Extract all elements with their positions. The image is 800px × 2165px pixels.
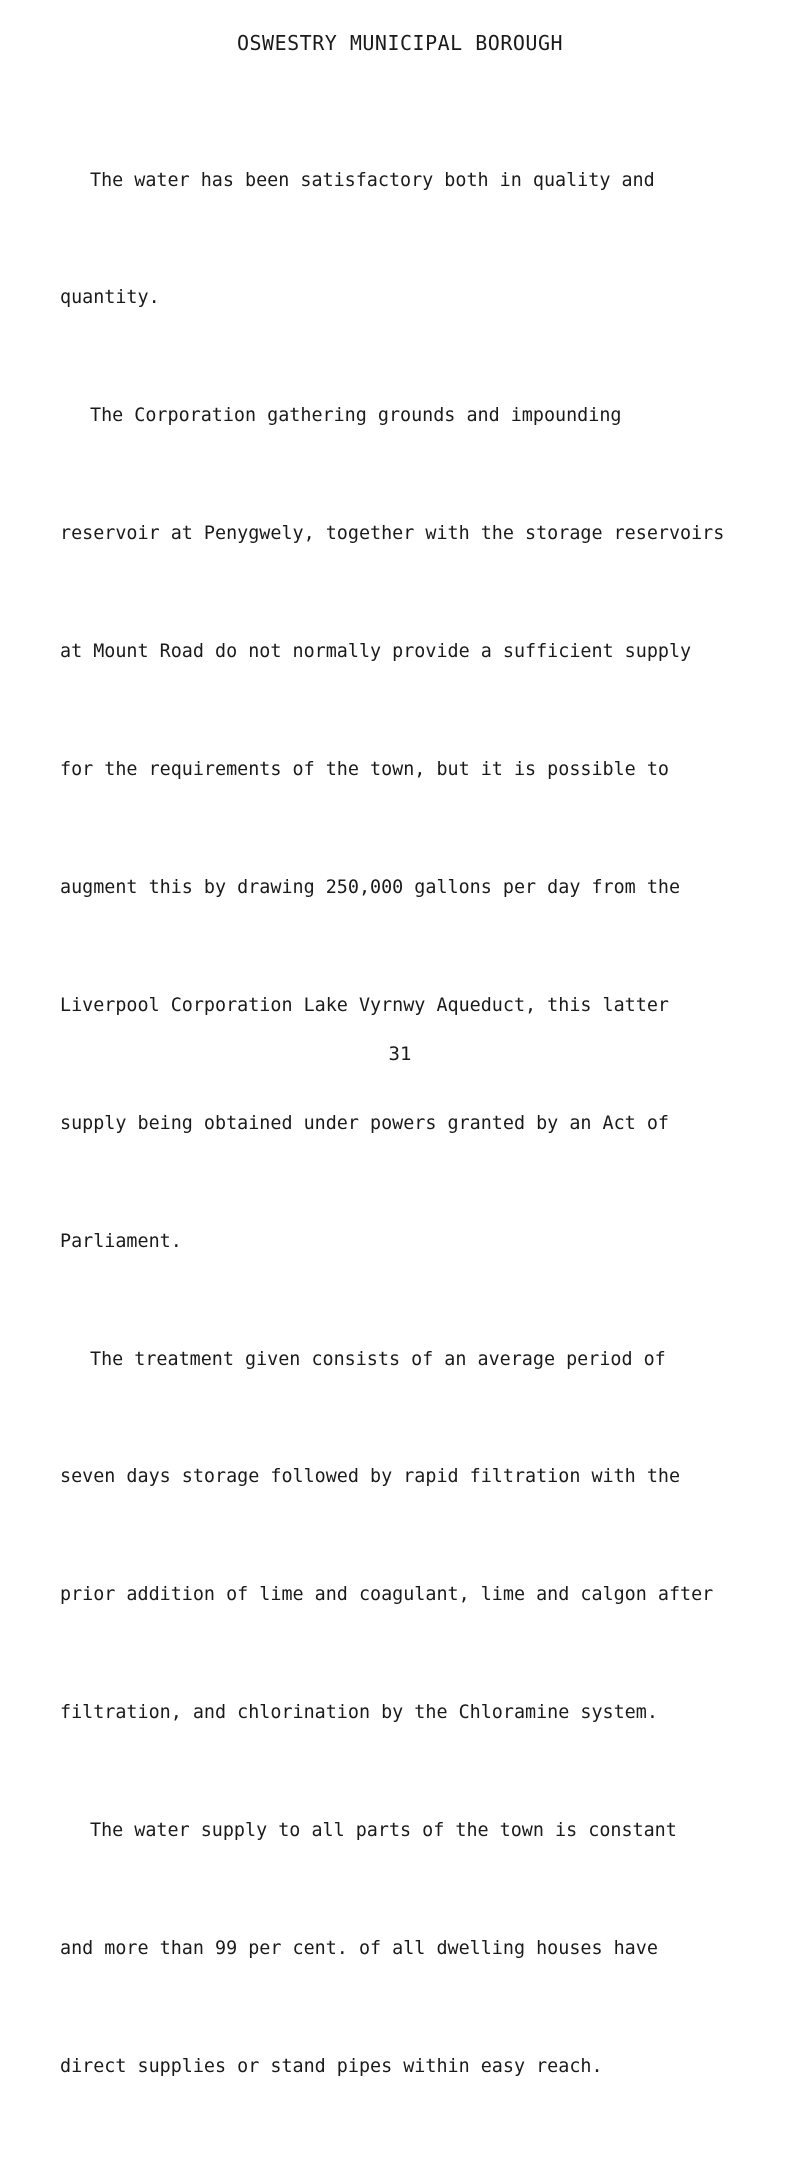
- text-line: Parliament.: [60, 1230, 182, 1252]
- page-number: 31: [388, 1043, 412, 1065]
- text-line: augment this by drawing 250,000 gallons per day from the: [60, 876, 681, 898]
- text-line: filtration, and chlorination by the Chloramine system.: [60, 1702, 658, 1724]
- page-header: OSWESTRY MUNICIPAL BOROUGH: [236, 31, 564, 55]
- text-line: and more than 99 per cent. of all dwelling houses have: [60, 1937, 658, 1959]
- text-line: direct supplies or stand pipes within easy reach.: [60, 2055, 603, 2077]
- text-line: seven days storage followed by rapid filtration with the: [60, 1466, 681, 1488]
- text-line: at Mount Road do not normally provide a sufficient supply: [60, 641, 692, 663]
- text-line: reservoir at Penygwely, together with the storage reservoirs: [60, 523, 725, 545]
- text-line: supply being obtained under powers granted by an Act of: [60, 1112, 669, 1134]
- text-line: The water supply to all parts of the town is constant: [90, 1820, 677, 1842]
- text-line: The Corporation gathering grounds and impounding: [90, 405, 622, 427]
- text-line: for the requirements of the town, but it is possible to: [60, 759, 669, 781]
- text-line: The water has been satisfactory both in quality and: [90, 169, 655, 191]
- text-line: The treatment given consists of an average period of: [90, 1348, 666, 1370]
- text-line: prior addition of lime and coagulant, lime and calgon after: [60, 1584, 714, 1606]
- body-text: [60, 82, 780, 2165]
- text-line: Liverpool Corporation Lake Vyrnwy Aqueduct, this latter: [60, 994, 669, 1016]
- text-line: quantity.: [60, 287, 160, 309]
